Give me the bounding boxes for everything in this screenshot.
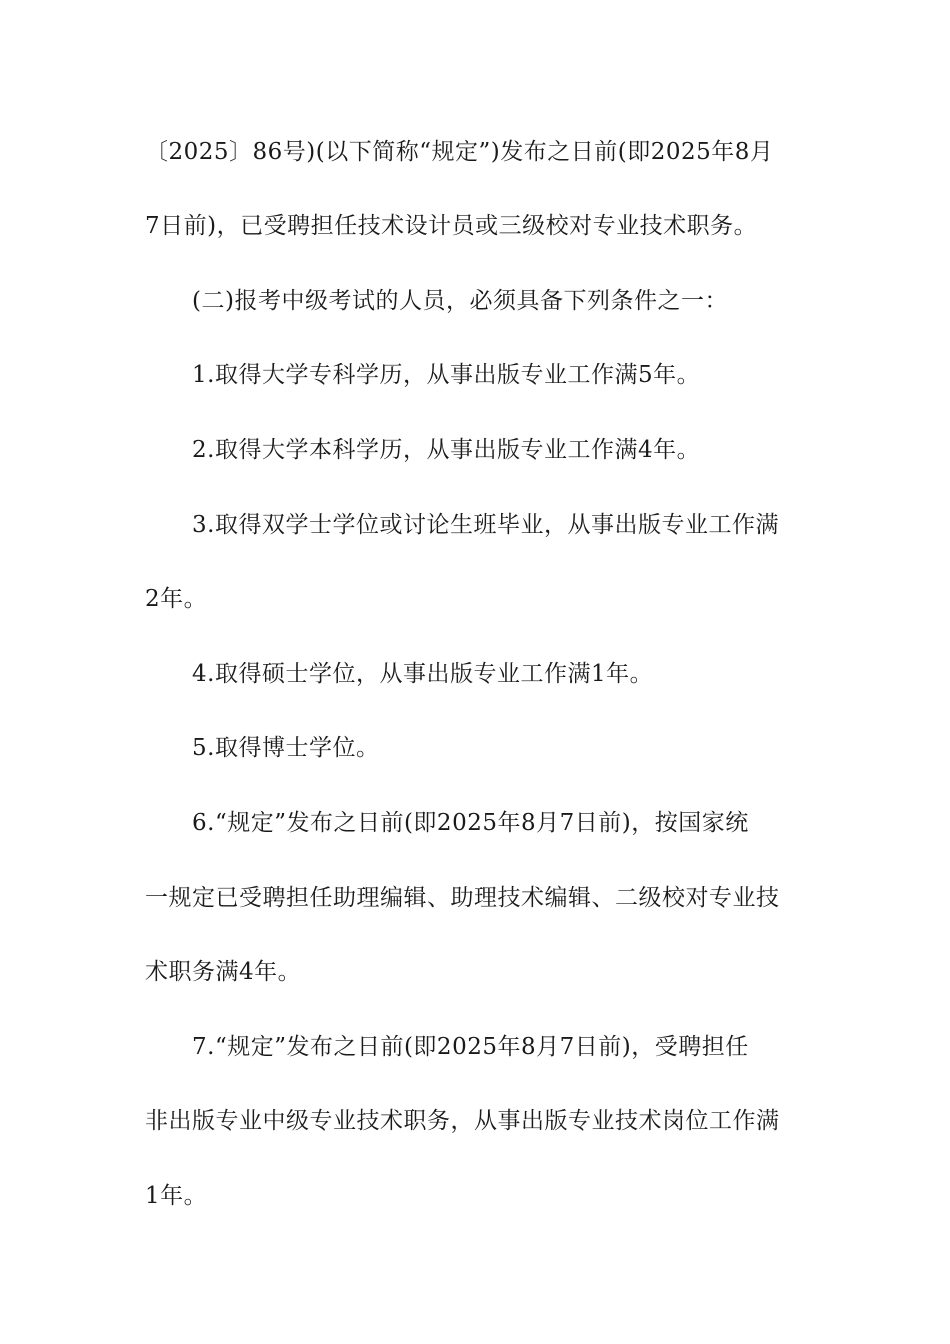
list-item: 7.“规定”发布之日前(即2025年8月7日前)，受聘担任 [192, 1034, 749, 1060]
text-line: 7日前)，已受聘担任技术设计员或三级校对专业技术职务。 [145, 213, 758, 239]
text-line: 2年。 [145, 586, 208, 612]
text-line: 一规定已受聘担任助理编辑、助理技术编辑、二级校对专业技 [145, 885, 780, 911]
text-line: 非出版专业中级专业技术职务，从事出版专业技术岗位工作满 [145, 1108, 780, 1134]
text-line: 1年。 [145, 1183, 208, 1209]
list-item: 2.取得大学本科学历，从事出版专业工作满4年。 [192, 437, 701, 463]
list-item: 1.取得大学专科学历，从事出版专业工作满5年。 [192, 362, 701, 388]
list-item: 4.取得硕士学位，从事出版专业工作满1年。 [192, 661, 654, 687]
section-heading: (二)报考中级考试的人员，必须具备下列条件之一： [192, 288, 728, 314]
text-line: 〔2025〕86号)(以下简称“规定”)发布之日前(即2025年8月 [145, 139, 774, 165]
list-item: 3.取得双学士学位或讨论生班毕业，从事出版专业工作满 [192, 512, 779, 538]
list-item: 5.取得博士学位。 [192, 735, 380, 761]
text-line: 术职务满4年。 [145, 959, 302, 985]
list-item: 6.“规定”发布之日前(即2025年8月7日前)，按国家统 [192, 810, 749, 836]
